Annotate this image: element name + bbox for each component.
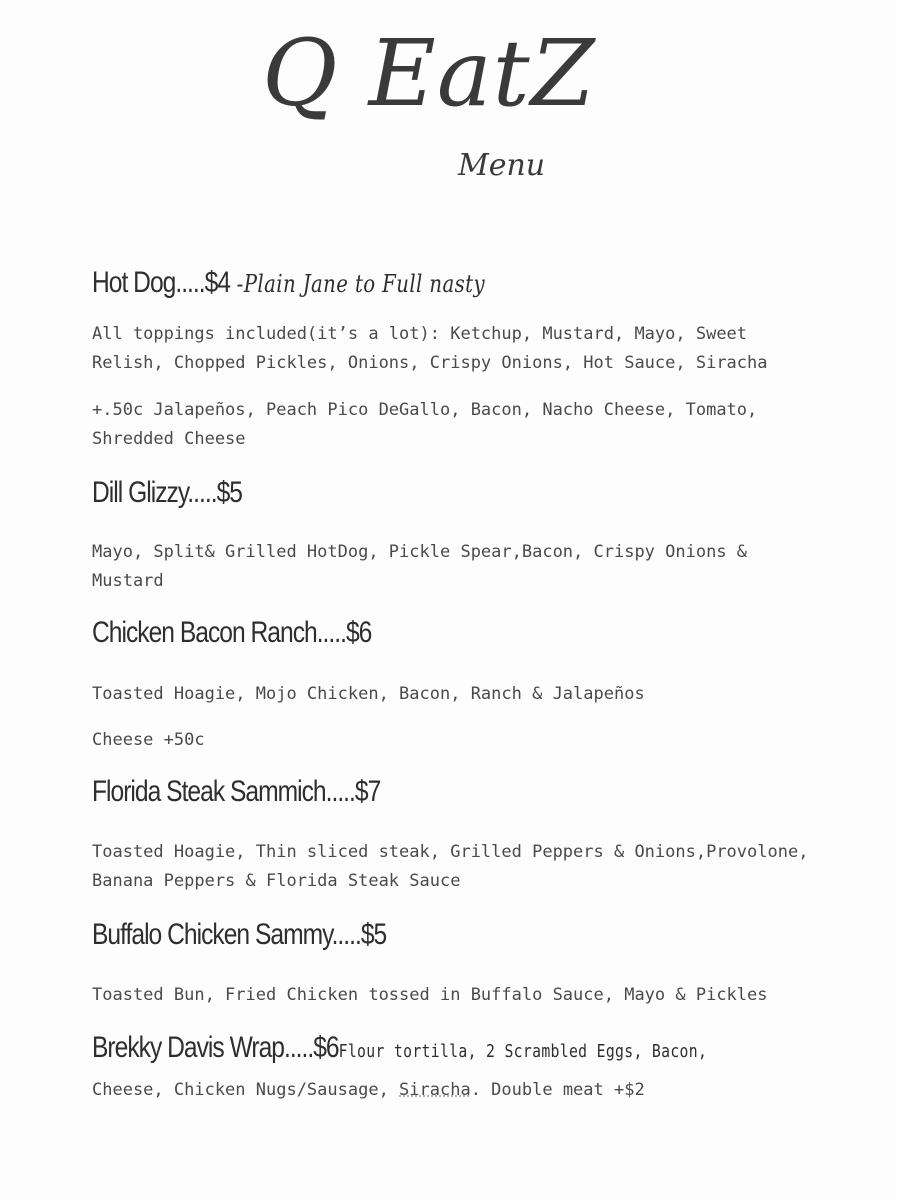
item-name-price: Brekky Davis Wrap.....$6 — [92, 1031, 339, 1064]
item-addons: Cheese +50c — [92, 730, 205, 750]
item-description: Mayo, Split& Grilled HotDog, Pickle Spear,Bacon, Crispy Onions & Mustard — [92, 542, 748, 591]
item-tagline: -Plain Jane to Full nasty — [230, 270, 485, 298]
item-addons: +.50c Jalapeños, Peach Pico DeGallo, Bacon, Nacho Cheese, Tomato, Shredded Cheese — [92, 400, 758, 449]
item-title-buffalo-chicken-sammy: Buffalo Chicken Sammy.....$5 — [92, 918, 387, 951]
item-description: All toppings included(it’s a lot): Ketchup, Mustard, Mayo, Sweet Relish, Chopped Pickles, Onions, Crispy Onions, Hot Sauce, Siracha — [92, 324, 768, 373]
item-description: Toasted Hoagie, Mojo Chicken, Bacon, Ranch & Jalapeños — [92, 684, 645, 704]
item-title-dill-glizzy: Dill Glizzy.....$5 — [92, 476, 242, 509]
item-name-price: Hot Dog.....$4 — [92, 266, 231, 299]
description-text: Cheese, Chicken Nugs/Sausage, — [92, 1080, 400, 1100]
item-title-brekky-davis-wrap — [92, 1033, 707, 1063]
brand-title: Q EatZ — [262, 20, 596, 127]
item-title-hot-dog — [92, 268, 485, 298]
description-text: . Double meat +$2 — [470, 1080, 645, 1100]
menu-subtitle: Menu — [458, 148, 546, 183]
item-description: Toasted Bun, Fried Chicken tossed in Buffalo Sauce, Mayo & Pickles — [92, 985, 768, 1005]
item-description: Toasted Hoagie, Thin sliced steak, Grilled Peppers & Onions,Provolone, Banana Peppers & Florida Steak Sauce — [92, 842, 809, 891]
item-title-chicken-bacon-ranch: Chicken Bacon Ranch.....$6 — [92, 616, 372, 649]
item-description-inline: Flour tortilla, 2 Scrambled Eggs, Bacon, — [338, 1041, 708, 1062]
item-title-florida-steak-sammich: Florida Steak Sammich.....$7 — [92, 775, 381, 808]
spellcheck-word: Siracha — [399, 1080, 471, 1100]
item-description — [92, 1076, 882, 1105]
